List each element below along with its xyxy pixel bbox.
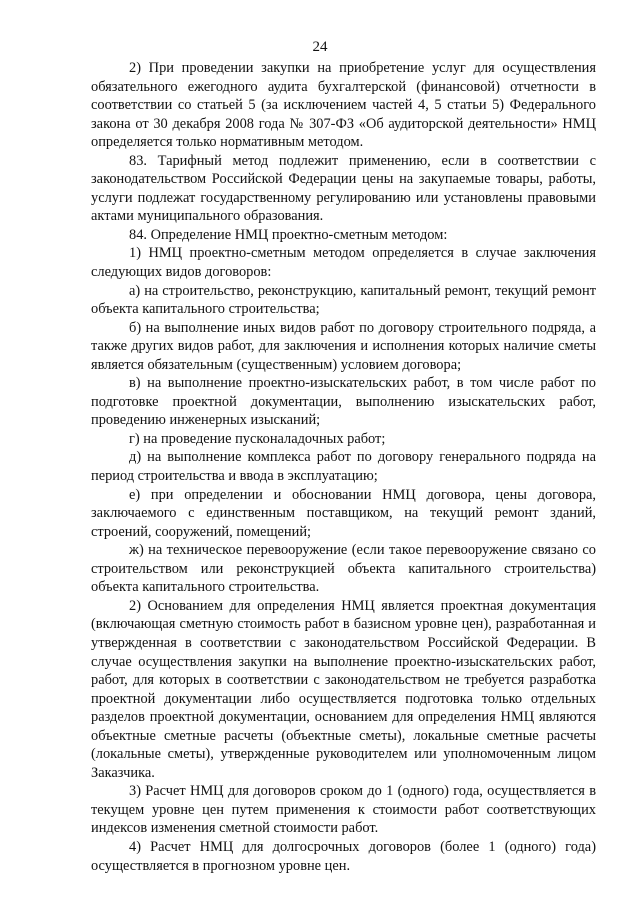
- paragraph-3-short-term-contracts: 3) Расчет НМЦ для договоров сроком до 1 (одного) года, осуществляется в текущем уровне цен путем применения к стоимости работ соответствующих индексов изменения сметной стоимости работ.: [91, 783, 596, 837]
- list-item-e: е) при определении и обосновании НМЦ договора, цены договора, заключаемого с единственным поставщиком, на текущий ремонт зданий, строений, сооружений, помещений;: [91, 486, 596, 540]
- list-item-zh: ж) на техническое перевооружение (если такое перевооружение связано со строительством или реконструкцией объекта капитального строительства) объекта капитального строительства.: [91, 542, 596, 596]
- paragraph-2-basis-documentation: 2) Основанием для определения НМЦ является проектная документация (включающая сметную стоимость работ в базисном уровне цен), разработанная и утвержденная в соответствии с законодательством Российской Федерации. В случае осуществления закупки на выполнение проектно-изыскательских работ, работ, для которых в соответствии с законодательством не требуется разработка проектной документации либо осуществляется подготовка только отдельных разделов проектной документации, основанием для определения НМЦ являются объектные сметные расчеты (объектные сметы), локальные сметные расчеты (локальные сметы), утвержденные руководителем или уполномоченным лицом Заказчика.: [91, 597, 596, 781]
- paragraph-1-contract-types: 1) НМЦ проектно-сметным методом определяется в случае заключения следующих видов договоров:: [91, 245, 596, 281]
- paragraph-83-tariff-method: 83. Тарифный метод подлежит применению, если в соответствии с законодательством Российской Федерации цены на закупаемые товары, работы, услуги подлежат государственному регулированию или установлены правовыми актами муниципального образования.: [91, 152, 596, 225]
- list-item-b: б) на выполнение иных видов работ по договору строительного подряда, а также других видов работ, для заключения и исполнения которых наличие сметы является обязательным (существенным) условием договора;: [91, 319, 596, 373]
- document-body: [91, 59, 596, 875]
- paragraph-84-heading: 84. Определение НМЦ проектно-сметным методом:: [129, 226, 448, 243]
- list-item-g: г) на проведение пусконаладочных работ;: [129, 430, 386, 447]
- paragraph-2-audit-services: 2) При проведении закупки на приобретение услуг для осуществления обязательного ежегодного аудита бухгалтерской (финансовой) отчетности в соответствии со статьей 5 (за исключением частей 4, 5 статьи 5) Федерального закона от 30 декабря 2008 года № 307-ФЗ «Об аудиторской деятельности» НМЦ определяется только нормативным методом.: [91, 60, 596, 151]
- paragraph-4-long-term-contracts: 4) Расчет НМЦ для долгосрочных договоров (более 1 (одного) года) осуществляется в прогнозном уровне цен.: [91, 838, 596, 874]
- list-item-d: д) на выполнение комплекса работ по договору генерального подряда на период строительства и ввода в эксплуатацию;: [91, 449, 596, 485]
- page-number: 24: [312, 39, 328, 55]
- list-item-v: в) на выполнение проектно-изыскательских работ, в том числе работ по подготовке проектной документации, выполнению изыскательских работ, проведению инженерных изысканий;: [91, 375, 596, 429]
- list-item-a: а) на строительство, реконструкцию, капитальный ремонт, текущий ремонт объекта капитального строительства;: [91, 282, 596, 318]
